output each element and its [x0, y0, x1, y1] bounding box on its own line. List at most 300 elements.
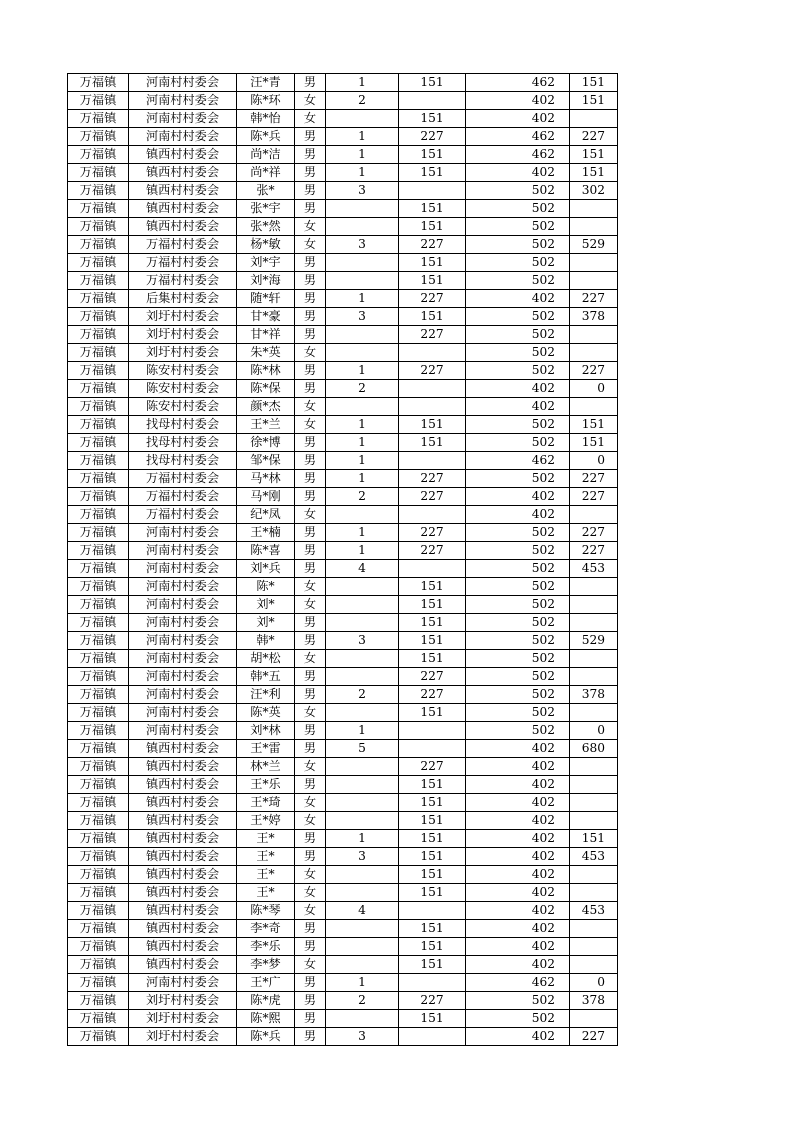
- village-cell: 镇西村村委会: [129, 218, 237, 236]
- gender-cell: 男: [295, 740, 326, 758]
- count-cell: [326, 1010, 399, 1028]
- table-row: [68, 182, 618, 200]
- total-cell: [570, 614, 618, 632]
- village-cell: 河南村村委会: [129, 560, 237, 578]
- amount-b-cell: 462: [466, 146, 570, 164]
- town-cell: 万福镇: [68, 164, 129, 182]
- gender-cell: 男: [295, 290, 326, 308]
- table-row: [68, 794, 618, 812]
- table-row: [68, 434, 618, 452]
- name-cell: 杨*敏: [237, 236, 295, 254]
- amount-a-cell: [399, 398, 466, 416]
- amount-a-cell: [399, 182, 466, 200]
- table-row: [68, 812, 618, 830]
- town-cell: 万福镇: [68, 884, 129, 902]
- amount-b-cell: 502: [466, 686, 570, 704]
- amount-b-cell: 502: [466, 560, 570, 578]
- village-cell: 镇西村村委会: [129, 146, 237, 164]
- count-cell: 1: [326, 542, 399, 560]
- amount-b-cell: 502: [466, 722, 570, 740]
- amount-a-cell: 151: [399, 938, 466, 956]
- village-cell: 镇西村村委会: [129, 164, 237, 182]
- village-cell: 河南村村委会: [129, 110, 237, 128]
- gender-cell: 男: [295, 488, 326, 506]
- gender-cell: 女: [295, 596, 326, 614]
- village-cell: 河南村村委会: [129, 542, 237, 560]
- town-cell: 万福镇: [68, 326, 129, 344]
- village-cell: 河南村村委会: [129, 632, 237, 650]
- name-cell: 王*: [237, 866, 295, 884]
- table-row: [68, 650, 618, 668]
- table-row: [68, 956, 618, 974]
- table-row: [68, 164, 618, 182]
- count-cell: [326, 110, 399, 128]
- amount-a-cell: [399, 1028, 466, 1046]
- total-cell: [570, 866, 618, 884]
- gender-cell: 男: [295, 380, 326, 398]
- amount-b-cell: 502: [466, 992, 570, 1010]
- name-cell: 王*乐: [237, 776, 295, 794]
- town-cell: 万福镇: [68, 794, 129, 812]
- count-cell: [326, 614, 399, 632]
- name-cell: 李*奇: [237, 920, 295, 938]
- gender-cell: 男: [295, 1028, 326, 1046]
- name-cell: 陈*琴: [237, 902, 295, 920]
- town-cell: 万福镇: [68, 416, 129, 434]
- amount-b-cell: 502: [466, 1010, 570, 1028]
- total-cell: [570, 398, 618, 416]
- amount-a-cell: 151: [399, 956, 466, 974]
- table-row: [68, 542, 618, 560]
- gender-cell: 男: [295, 128, 326, 146]
- village-cell: 河南村村委会: [129, 596, 237, 614]
- name-cell: 陈*兵: [237, 1028, 295, 1046]
- gender-cell: 男: [295, 776, 326, 794]
- gender-cell: 男: [295, 974, 326, 992]
- total-cell: [570, 110, 618, 128]
- town-cell: 万福镇: [68, 470, 129, 488]
- town-cell: 万福镇: [68, 542, 129, 560]
- town-cell: 万福镇: [68, 920, 129, 938]
- count-cell: [326, 884, 399, 902]
- amount-b-cell: 402: [466, 506, 570, 524]
- amount-b-cell: 502: [466, 236, 570, 254]
- town-cell: 万福镇: [68, 92, 129, 110]
- total-cell: [570, 938, 618, 956]
- table-row: [68, 992, 618, 1010]
- total-cell: [570, 218, 618, 236]
- name-cell: 王*: [237, 884, 295, 902]
- town-cell: 万福镇: [68, 758, 129, 776]
- town-cell: 万福镇: [68, 344, 129, 362]
- table-row: [68, 200, 618, 218]
- table-row: [68, 128, 618, 146]
- total-cell: 378: [570, 992, 618, 1010]
- village-cell: 河南村村委会: [129, 524, 237, 542]
- amount-a-cell: [399, 452, 466, 470]
- count-cell: 2: [326, 992, 399, 1010]
- gender-cell: 男: [295, 938, 326, 956]
- name-cell: 随*轩: [237, 290, 295, 308]
- table-row: [68, 470, 618, 488]
- town-cell: 万福镇: [68, 686, 129, 704]
- count-cell: 1: [326, 290, 399, 308]
- total-cell: 529: [570, 236, 618, 254]
- total-cell: 151: [570, 434, 618, 452]
- count-cell: 2: [326, 686, 399, 704]
- town-cell: 万福镇: [68, 722, 129, 740]
- count-cell: 3: [326, 182, 399, 200]
- town-cell: 万福镇: [68, 956, 129, 974]
- town-cell: 万福镇: [68, 632, 129, 650]
- gender-cell: 男: [295, 272, 326, 290]
- total-cell: 680: [570, 740, 618, 758]
- name-cell: 王*楠: [237, 524, 295, 542]
- village-cell: 万福村村委会: [129, 236, 237, 254]
- village-cell: 找母村村委会: [129, 452, 237, 470]
- name-cell: 陈*林: [237, 362, 295, 380]
- count-cell: 1: [326, 434, 399, 452]
- count-cell: [326, 794, 399, 812]
- amount-b-cell: 502: [466, 308, 570, 326]
- table-row: [68, 668, 618, 686]
- town-cell: 万福镇: [68, 488, 129, 506]
- gender-cell: 女: [295, 884, 326, 902]
- name-cell: 尚*祥: [237, 164, 295, 182]
- town-cell: 万福镇: [68, 146, 129, 164]
- town-cell: 万福镇: [68, 740, 129, 758]
- count-cell: [326, 596, 399, 614]
- town-cell: 万福镇: [68, 560, 129, 578]
- total-cell: 227: [570, 542, 618, 560]
- village-cell: 刘圩村村委会: [129, 344, 237, 362]
- name-cell: 马*刚: [237, 488, 295, 506]
- gender-cell: 男: [295, 542, 326, 560]
- name-cell: 陈*保: [237, 380, 295, 398]
- amount-a-cell: 151: [399, 596, 466, 614]
- amount-b-cell: 502: [466, 434, 570, 452]
- total-cell: [570, 956, 618, 974]
- name-cell: 刘*林: [237, 722, 295, 740]
- town-cell: 万福镇: [68, 74, 129, 92]
- count-cell: [326, 758, 399, 776]
- amount-b-cell: 402: [466, 830, 570, 848]
- count-cell: 1: [326, 416, 399, 434]
- gender-cell: 男: [295, 164, 326, 182]
- amount-b-cell: 502: [466, 470, 570, 488]
- amount-a-cell: 227: [399, 362, 466, 380]
- village-cell: 刘圩村村委会: [129, 326, 237, 344]
- table-row: [68, 974, 618, 992]
- town-cell: 万福镇: [68, 704, 129, 722]
- total-cell: 529: [570, 632, 618, 650]
- table-row: [68, 254, 618, 272]
- gender-cell: 男: [295, 182, 326, 200]
- town-cell: 万福镇: [68, 776, 129, 794]
- village-cell: 河南村村委会: [129, 128, 237, 146]
- total-cell: [570, 884, 618, 902]
- count-cell: [326, 218, 399, 236]
- amount-a-cell: 151: [399, 308, 466, 326]
- amount-b-cell: 402: [466, 848, 570, 866]
- amount-b-cell: 502: [466, 704, 570, 722]
- village-cell: 万福村村委会: [129, 272, 237, 290]
- gender-cell: 女: [295, 110, 326, 128]
- amount-a-cell: 151: [399, 146, 466, 164]
- amount-a-cell: 151: [399, 884, 466, 902]
- gender-cell: 男: [295, 524, 326, 542]
- amount-b-cell: 502: [466, 200, 570, 218]
- gender-cell: 男: [295, 452, 326, 470]
- gender-cell: 女: [295, 344, 326, 362]
- name-cell: 刘*: [237, 614, 295, 632]
- amount-b-cell: 402: [466, 380, 570, 398]
- gender-cell: 男: [295, 722, 326, 740]
- total-cell: [570, 326, 618, 344]
- gender-cell: 男: [295, 434, 326, 452]
- town-cell: 万福镇: [68, 848, 129, 866]
- count-cell: [326, 920, 399, 938]
- gender-cell: 男: [295, 848, 326, 866]
- name-cell: 徐*博: [237, 434, 295, 452]
- gender-cell: 女: [295, 902, 326, 920]
- table-row: [68, 560, 618, 578]
- gender-cell: 男: [295, 632, 326, 650]
- table-row: [68, 938, 618, 956]
- village-cell: 河南村村委会: [129, 650, 237, 668]
- town-cell: 万福镇: [68, 272, 129, 290]
- count-cell: 1: [326, 146, 399, 164]
- amount-b-cell: 402: [466, 956, 570, 974]
- amount-b-cell: 402: [466, 164, 570, 182]
- village-cell: 陈安村村委会: [129, 362, 237, 380]
- village-cell: 万福村村委会: [129, 488, 237, 506]
- table-row: [68, 92, 618, 110]
- village-cell: 镇西村村委会: [129, 920, 237, 938]
- village-cell: 找母村村委会: [129, 434, 237, 452]
- table-row: [68, 776, 618, 794]
- amount-b-cell: 462: [466, 452, 570, 470]
- village-cell: 镇西村村委会: [129, 740, 237, 758]
- count-cell: [326, 938, 399, 956]
- village-cell: 镇西村村委会: [129, 830, 237, 848]
- total-cell: 151: [570, 146, 618, 164]
- table-row: [68, 758, 618, 776]
- count-cell: 1: [326, 524, 399, 542]
- town-cell: 万福镇: [68, 938, 129, 956]
- total-cell: 227: [570, 362, 618, 380]
- gender-cell: 男: [295, 614, 326, 632]
- amount-b-cell: 502: [466, 650, 570, 668]
- count-cell: 3: [326, 848, 399, 866]
- gender-cell: 男: [295, 326, 326, 344]
- amount-a-cell: 151: [399, 74, 466, 92]
- name-cell: 甘*豪: [237, 308, 295, 326]
- gender-cell: 男: [295, 254, 326, 272]
- amount-b-cell: 402: [466, 920, 570, 938]
- table-row: [68, 740, 618, 758]
- total-cell: 453: [570, 848, 618, 866]
- amount-a-cell: [399, 974, 466, 992]
- amount-a-cell: 151: [399, 110, 466, 128]
- village-cell: 陈安村村委会: [129, 380, 237, 398]
- total-cell: [570, 254, 618, 272]
- village-cell: 刘圩村村委会: [129, 1028, 237, 1046]
- gender-cell: 女: [295, 866, 326, 884]
- amount-b-cell: 402: [466, 794, 570, 812]
- total-cell: 227: [570, 524, 618, 542]
- table-row: [68, 506, 618, 524]
- name-cell: 王*广: [237, 974, 295, 992]
- village-cell: 河南村村委会: [129, 722, 237, 740]
- table-row: [68, 146, 618, 164]
- amount-a-cell: 227: [399, 758, 466, 776]
- amount-b-cell: 402: [466, 290, 570, 308]
- table-row: [68, 866, 618, 884]
- village-cell: 万福村村委会: [129, 470, 237, 488]
- town-cell: 万福镇: [68, 182, 129, 200]
- amount-b-cell: 402: [466, 812, 570, 830]
- town-cell: 万福镇: [68, 1028, 129, 1046]
- name-cell: 张*: [237, 182, 295, 200]
- count-cell: 1: [326, 722, 399, 740]
- town-cell: 万福镇: [68, 128, 129, 146]
- gender-cell: 女: [295, 812, 326, 830]
- name-cell: 尚*洁: [237, 146, 295, 164]
- village-cell: 镇西村村委会: [129, 812, 237, 830]
- gender-cell: 女: [295, 92, 326, 110]
- name-cell: 刘*海: [237, 272, 295, 290]
- total-cell: [570, 794, 618, 812]
- table-row: [68, 218, 618, 236]
- amount-b-cell: 402: [466, 866, 570, 884]
- amount-a-cell: 227: [399, 128, 466, 146]
- table-row: [68, 632, 618, 650]
- amount-b-cell: 502: [466, 614, 570, 632]
- amount-a-cell: 227: [399, 236, 466, 254]
- amount-a-cell: [399, 506, 466, 524]
- amount-a-cell: 151: [399, 218, 466, 236]
- village-cell: 镇西村村委会: [129, 776, 237, 794]
- name-cell: 朱*英: [237, 344, 295, 362]
- gender-cell: 男: [295, 1010, 326, 1028]
- town-cell: 万福镇: [68, 830, 129, 848]
- village-cell: 镇西村村委会: [129, 884, 237, 902]
- count-cell: 1: [326, 470, 399, 488]
- town-cell: 万福镇: [68, 902, 129, 920]
- name-cell: 颜*杰: [237, 398, 295, 416]
- village-cell: 河南村村委会: [129, 578, 237, 596]
- amount-b-cell: 502: [466, 668, 570, 686]
- amount-a-cell: 151: [399, 272, 466, 290]
- count-cell: [326, 704, 399, 722]
- name-cell: 甘*祥: [237, 326, 295, 344]
- total-cell: [570, 272, 618, 290]
- amount-a-cell: 151: [399, 254, 466, 272]
- count-cell: 5: [326, 740, 399, 758]
- name-cell: 刘*: [237, 596, 295, 614]
- amount-a-cell: 151: [399, 1010, 466, 1028]
- town-cell: 万福镇: [68, 398, 129, 416]
- name-cell: 马*林: [237, 470, 295, 488]
- name-cell: 王*: [237, 830, 295, 848]
- name-cell: 纪*凤: [237, 506, 295, 524]
- village-cell: 后集村村委会: [129, 290, 237, 308]
- count-cell: [326, 254, 399, 272]
- amount-b-cell: 462: [466, 974, 570, 992]
- table-row: [68, 902, 618, 920]
- gender-cell: 女: [295, 578, 326, 596]
- amount-a-cell: 227: [399, 326, 466, 344]
- amount-a-cell: 227: [399, 290, 466, 308]
- total-cell: 0: [570, 452, 618, 470]
- gender-cell: 男: [295, 362, 326, 380]
- amount-a-cell: 227: [399, 686, 466, 704]
- name-cell: 汪*青: [237, 74, 295, 92]
- gender-cell: 男: [295, 146, 326, 164]
- table-row: [68, 884, 618, 902]
- amount-a-cell: 151: [399, 830, 466, 848]
- table-row: [68, 704, 618, 722]
- name-cell: 林*兰: [237, 758, 295, 776]
- gender-cell: 女: [295, 704, 326, 722]
- amount-a-cell: [399, 92, 466, 110]
- gender-cell: 男: [295, 686, 326, 704]
- town-cell: 万福镇: [68, 200, 129, 218]
- table-row: [68, 488, 618, 506]
- amount-a-cell: 151: [399, 848, 466, 866]
- town-cell: 万福镇: [68, 362, 129, 380]
- count-cell: [326, 200, 399, 218]
- name-cell: 陈*虎: [237, 992, 295, 1010]
- gender-cell: 女: [295, 956, 326, 974]
- table-row: [68, 524, 618, 542]
- count-cell: [326, 578, 399, 596]
- table-row: [68, 272, 618, 290]
- name-cell: 王*雷: [237, 740, 295, 758]
- total-cell: 453: [570, 902, 618, 920]
- town-cell: 万福镇: [68, 218, 129, 236]
- table-row: [68, 290, 618, 308]
- total-cell: [570, 812, 618, 830]
- town-cell: 万福镇: [68, 974, 129, 992]
- amount-b-cell: 502: [466, 362, 570, 380]
- amount-b-cell: 502: [466, 542, 570, 560]
- count-cell: [326, 344, 399, 362]
- count-cell: 1: [326, 128, 399, 146]
- amount-b-cell: 502: [466, 254, 570, 272]
- village-cell: 河南村村委会: [129, 974, 237, 992]
- amount-a-cell: 151: [399, 776, 466, 794]
- amount-b-cell: 502: [466, 218, 570, 236]
- village-cell: 刘圩村村委会: [129, 308, 237, 326]
- gender-cell: 男: [295, 992, 326, 1010]
- amount-b-cell: 502: [466, 578, 570, 596]
- town-cell: 万福镇: [68, 380, 129, 398]
- name-cell: 韩*五: [237, 668, 295, 686]
- town-cell: 万福镇: [68, 650, 129, 668]
- village-cell: 镇西村村委会: [129, 866, 237, 884]
- amount-b-cell: 402: [466, 110, 570, 128]
- total-cell: [570, 200, 618, 218]
- total-cell: 151: [570, 416, 618, 434]
- name-cell: 李*梦: [237, 956, 295, 974]
- count-cell: [326, 668, 399, 686]
- table-row: [68, 398, 618, 416]
- amount-a-cell: 151: [399, 632, 466, 650]
- village-cell: 河南村村委会: [129, 704, 237, 722]
- amount-a-cell: 151: [399, 434, 466, 452]
